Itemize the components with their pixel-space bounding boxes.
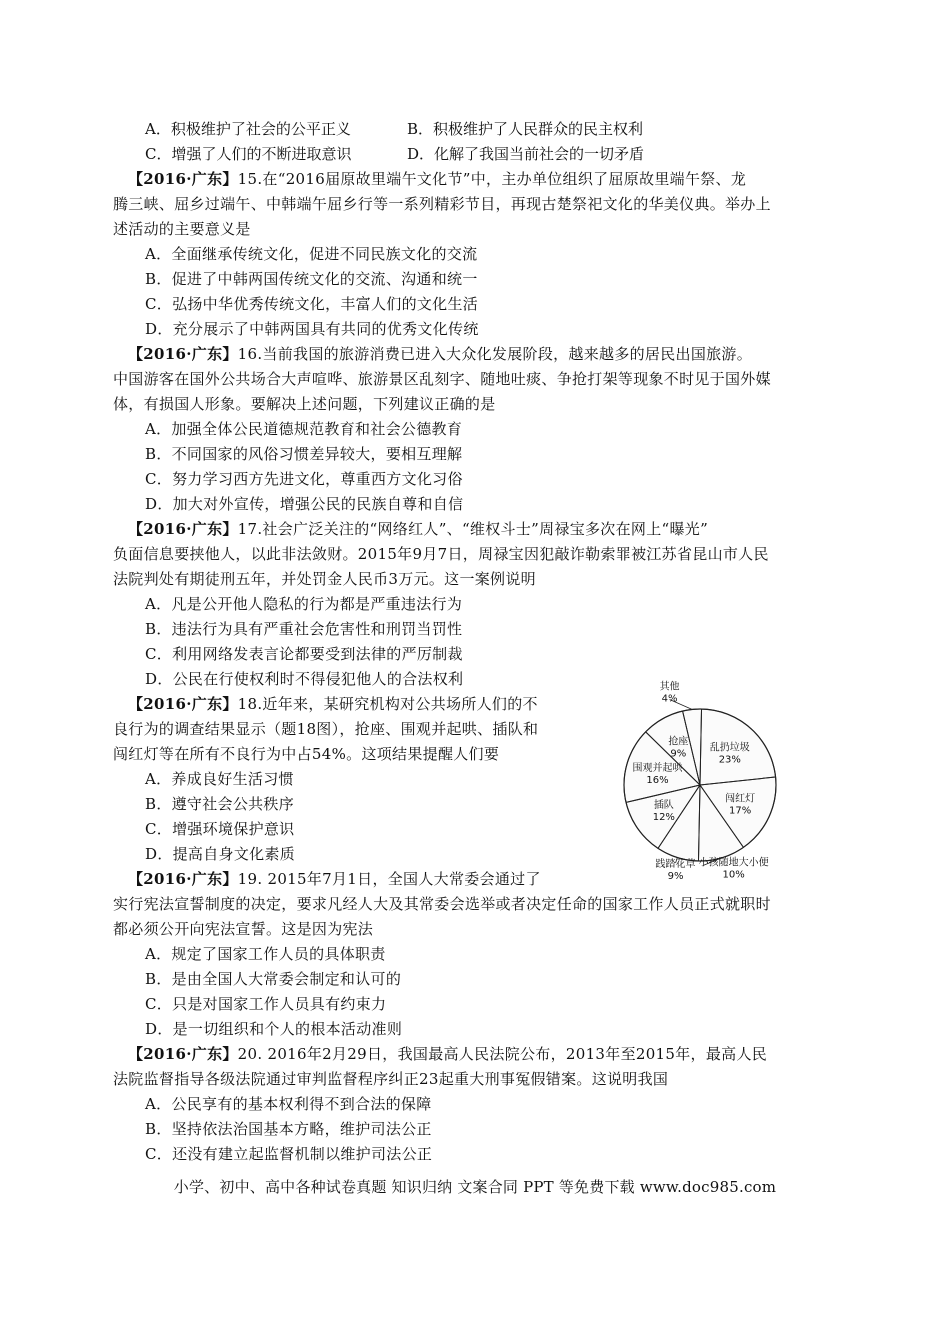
q19-option-c: C．只是对国家工作人员具有约束力	[145, 995, 387, 1013]
q17-option-a: A．凡是公开他人隐私的行为都是严重违法行为	[145, 595, 463, 613]
q15-stem-text-1: 15.在“2016届原故里端午文化节”中，主办单位组织了屈原故里端午祭、龙	[237, 170, 747, 188]
q15-stem-line-2: 腾三峡、屈乡过端午、中韩端午屈乡行等一系列精彩节目，再现古楚祭祀文化的华美仪典。举办上	[113, 195, 771, 213]
pie-slice-value: 23%	[718, 754, 741, 766]
q18-tag: 【2016·广东】	[128, 695, 238, 713]
q17-stem-line-3: 法院判处有期徒刑五年，并处罚金人民币3万元。这一案例说明	[113, 570, 536, 588]
q16-option-c: C．努力学习西方先进文化，尊重西方文化习俗	[145, 470, 463, 488]
q17-option-b: B．违法行为具有严重社会危害性和刑罚当罚性	[145, 620, 463, 638]
q16-option-a: A．加强全体公民道德规范教育和社会公德教育	[145, 420, 463, 438]
pie-slice-label: 小孩随地大小便	[698, 857, 769, 869]
q20-option-b: B．坚持依法治国基本方略，维护司法公正	[145, 1120, 432, 1138]
q15-option-c: C．弘扬中华优秀传统文化，丰富人们的文化生活	[145, 295, 479, 313]
q19-option-b: B．是由全国人大常委会制定和认可的	[145, 970, 402, 988]
q16-stem-line-3: 体，有损国人形象。要解决上述问题，下列建议正确的是	[113, 395, 496, 413]
q20-option-a: A．公民享有的基本权利得不到合法的保障	[145, 1095, 432, 1113]
q15-option-a: A．全面继承传统文化，促进不同民族文化的交流	[145, 245, 478, 263]
q20-stem-line-1	[128, 1043, 767, 1065]
pie-slice-label: 其他	[659, 681, 680, 693]
q14-options-row-1	[145, 118, 643, 140]
q14-option-c: C．增强了人们的不断进取意识	[145, 145, 352, 163]
q17-stem-line-1	[128, 518, 708, 540]
q20-stem-text-1: 20. 2016年2月29日，我国最高人民法院公布，2013年至2015年，最高人民	[237, 1045, 768, 1063]
q20-tag: 【2016·广东】	[128, 1045, 238, 1063]
q19-option-d: D．是一切组织和个人的根本活动准则	[145, 1020, 403, 1038]
q16-stem-line-2: 中国游客在国外公共场合大声喧哗、旅游景区乱刻字、随地吐痰、争抢打架等现象不时见于国外媒	[113, 370, 771, 388]
q16-stem-line-1	[128, 343, 752, 365]
q15-tag: 【2016·广东】	[128, 170, 238, 188]
q18-option-d: D．提高自身文化素质	[145, 845, 296, 863]
q17-option-c: C．利用网络发表言论都要受到法律的严厉制裁	[145, 645, 463, 663]
pie-slice-value: 12%	[652, 812, 675, 824]
pie-slice-label: 围观并起哄	[632, 763, 683, 775]
q18-option-b: B．遵守社会公共秩序	[145, 795, 295, 813]
q14-options-row-2	[145, 143, 644, 165]
q18-stem-line-3: 闯红灯等在所有不良行为中占54%。这项结果提醒人们要	[113, 745, 500, 763]
q19-stem-line-2: 实行宪法宣誓制度的决定，要求凡经人大及其常委会选举或者决定任命的国家工作人员正式就职时	[113, 895, 771, 913]
q19-stem-text-1: 19. 2015年7月1日，全国人大常委会通过了	[237, 870, 541, 888]
q19-stem-line-3: 都必须公开向宪法宣誓。这是因为宪法	[113, 920, 374, 938]
q20-stem-line-2: 法院监督指导各级法院通过审判监督程序纠正23起重大刑事冤假错案。这说明我国	[113, 1070, 669, 1088]
pie-slice-label: 践踏花草	[655, 858, 696, 870]
q16-tag: 【2016·广东】	[128, 345, 238, 363]
q18-option-c: C．增强环境保护意识	[145, 820, 295, 838]
q15-option-b: B．促进了中韩两国传统文化的交流、沟通和统一	[145, 270, 478, 288]
q15-stem-line-3: 述活动的主要意义是	[113, 220, 251, 238]
pie-slice-value: 17%	[728, 805, 752, 817]
q19-stem-line-1	[128, 868, 541, 890]
q18-stem-text-1: 18.近年来，某研究机构对公共场所人们的不	[237, 695, 538, 713]
q14-option-b: B．积极维护了人民群众的民主权利	[407, 120, 644, 138]
q15-option-d: D．充分展示了中韩两国具有共同的优秀文化传统	[145, 320, 479, 338]
q20-option-c: C．还没有建立起监督机制以维护司法公正	[145, 1145, 433, 1163]
q16-option-d: D．加大对外宣传，增强公民的民族自尊和自信	[145, 495, 464, 513]
q18-stem-line-1	[128, 693, 538, 715]
q17-stem-text-1: 17.社会广泛关注的“网络红人”、“维权斗士”周禄宝多次在网上“曝光”	[237, 520, 709, 538]
q17-tag: 【2016·广东】	[128, 520, 238, 538]
q16-stem-text-1: 16.当前我国的旅游消费已进入大众化发展阶段，越来越多的居民出国旅游。	[237, 345, 753, 363]
q18-option-a: A．养成良好生活习惯	[145, 770, 294, 788]
q14-option-d: D．化解了我国当前社会的一切矛盾	[407, 145, 645, 163]
pie-slice-label: 抢座	[668, 736, 689, 748]
q15-stem-line-1	[128, 168, 746, 190]
q19-option-a: A．规定了国家工作人员的具体职责	[145, 945, 386, 963]
q17-stem-line-2: 负面信息要挟他人，以此非法敛财。2015年9月7日，周禄宝因犯敲诈勒索罪被江苏省昆山市人民	[113, 545, 769, 563]
pie-slice-value: 9%	[667, 870, 684, 882]
q14-option-a: A．积极维护了社会的公平正义	[145, 120, 351, 138]
pie-slice-value: 4%	[661, 693, 678, 705]
pie-slice-value: 10%	[722, 869, 745, 881]
q17-option-d: D．公民在行使权利时不得侵犯他人的合法权利	[145, 670, 464, 688]
pie-slice-label: 乱扔垃圾	[709, 742, 750, 754]
q19-tag: 【2016·广东】	[128, 870, 238, 888]
pie-slice-value: 16%	[646, 775, 669, 787]
q18-stem-line-2: 良行为的调查结果显示（题18图），抢座、围观并起哄、插队和	[113, 720, 539, 738]
pie-slice-label: 闯红灯	[725, 793, 756, 805]
pie-slice-value: 9%	[670, 748, 687, 760]
pie-slice-label: 插队	[653, 800, 674, 812]
page-footer: 小学、初中、高中各种试卷真题 知识归纳 文案合同 PPT 等免费下载 www.doc985.com	[173, 1178, 777, 1196]
q16-option-b: B．不同国家的风俗习惯差异较大，要相互理解	[145, 445, 463, 463]
q18-pie-chart	[612, 681, 832, 882]
